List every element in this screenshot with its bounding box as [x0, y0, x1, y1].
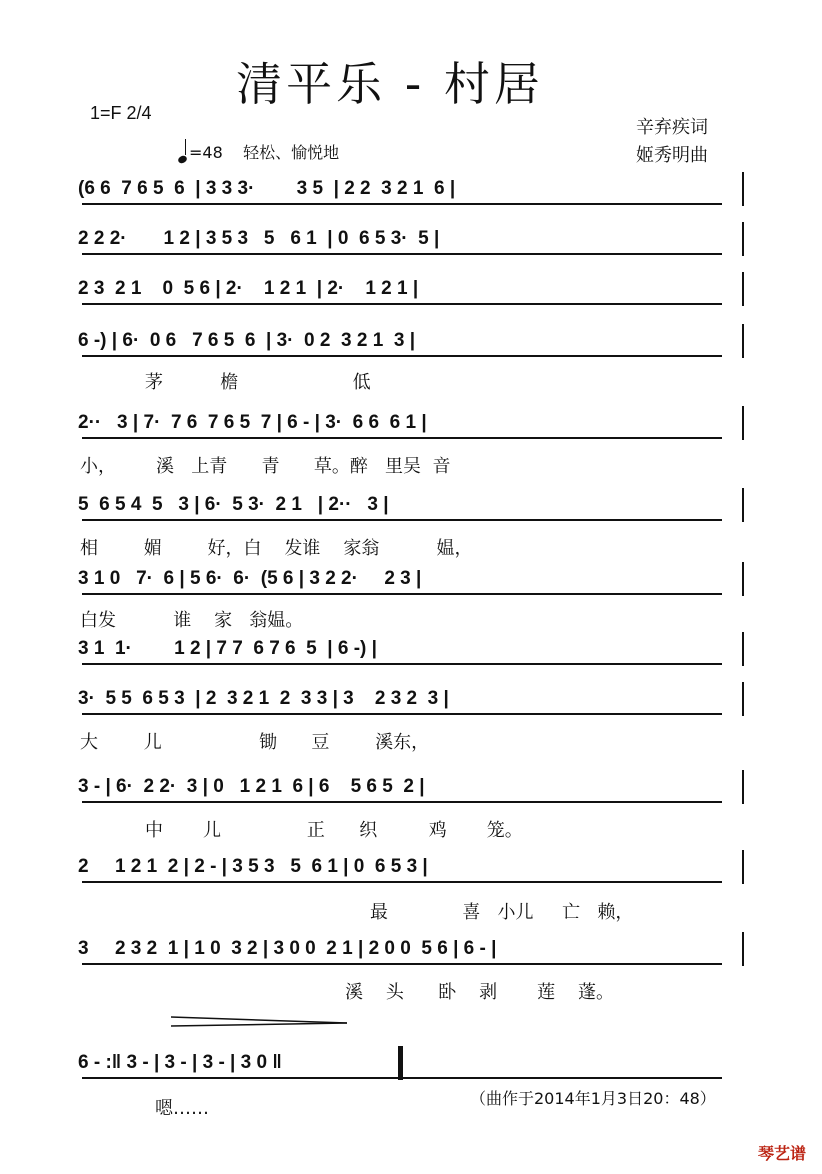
score-title: 清平乐 - 村居	[236, 57, 544, 111]
notation-row: 2 1 2 1 2 | 2 - | 3 5 3 5 6 1 | 0 6 5 3 |	[78, 856, 428, 877]
notation-row: 2 2 2· 1 2 | 3 5 3 5 6 1 | 0 6 5 3· 5 |	[78, 228, 440, 249]
notation-row: 3 1 0 7· 6 | 5 6· 6· (5 6 | 3 2 2· 2 3 |	[78, 568, 422, 589]
rhythm-underline	[82, 801, 722, 803]
composition-date-note: （曲作于2014年1月3日20：48）	[470, 1089, 716, 1108]
lyrics-line: 中 儿 正 织 鸡 笼。	[145, 820, 523, 841]
quarter-note-icon	[177, 154, 188, 164]
lyrics-line: 白发 谁 家 翁媪。	[80, 610, 304, 631]
notation-row: 5 6 5 4 5 3 | 6· 5 3· 2 1 | 2·· 3 |	[78, 494, 389, 515]
notation-row: 2·· 3 | 7· 7 6 7 6 5 7 | 6 - | 3· 6 6 6 1 |	[78, 412, 427, 433]
composer-credit: 姬秀明曲	[636, 145, 708, 166]
notation-row: 6 -) | 6· 0 6 7 6 5 6 | 3· 0 2 3 2 1 3 |	[78, 330, 416, 351]
tempo-value: =48	[189, 143, 223, 162]
bar-line	[742, 324, 744, 358]
lyrics-line: 嗯……	[155, 1098, 209, 1119]
lyrics-line: 茅 檐 低	[145, 372, 371, 393]
rhythm-underline	[82, 593, 722, 595]
bar-line	[742, 406, 744, 440]
crescendo-mark	[171, 1015, 347, 1027]
lyrics-line: 小， 溪 上青 青 草。醉 里吴 音	[80, 456, 451, 477]
rhythm-underline	[82, 355, 722, 357]
bar-line	[742, 222, 744, 256]
lyricist-credit: 辛弃疾词	[636, 117, 708, 138]
rhythm-underline	[82, 253, 722, 255]
tempo-marking	[178, 140, 339, 163]
expression-text: 轻松、愉悦地	[243, 143, 340, 162]
rhythm-underline	[82, 519, 722, 521]
bar-line	[742, 488, 744, 522]
notation-row: 3 - | 6· 2 2· 3 | 0 1 2 1 6 | 6 5 6 5 2 |	[78, 776, 425, 797]
lyrics-line: 大 儿 锄 豆 溪东，	[80, 732, 430, 753]
lyrics-line: 最 喜 小儿 亡 赖，	[370, 902, 634, 923]
rhythm-underline	[82, 881, 722, 883]
bar-line	[742, 272, 744, 306]
rhythm-underline	[82, 203, 722, 205]
key-signature: 1=F 2/4	[90, 103, 152, 123]
notation-row: 2 3 2 1 0 5 6 | 2· 1 2 1 | 2· 1 2 1 |	[78, 278, 419, 299]
rhythm-underline	[82, 963, 722, 965]
final-barline	[398, 1046, 403, 1080]
bar-line	[742, 562, 744, 596]
bar-line	[742, 932, 744, 966]
notation-row: 3· 5 5 6 5 3 | 2 3 2 1 2 3 3 | 3 2 3 2 3 |	[78, 688, 449, 709]
notation-row: 3 1 1· 1 2 | 7 7 6 7 6 5 | 6 -) |	[78, 638, 377, 659]
bar-line	[742, 632, 744, 666]
site-logo: 琴艺谱	[757, 1144, 806, 1163]
bar-line	[742, 172, 744, 206]
notation-row: (6 6 7 6 5 6 | 3 3 3· 3 5 | 2 2 3 2 1 6 |	[78, 178, 456, 199]
notation-row: 6 - :‖ 3 - | 3 - | 3 - | 3 0 ‖	[78, 1052, 282, 1073]
lyrics-line: 相 媚 好，白 发谁 家翁 媪，	[80, 538, 473, 559]
rhythm-underline	[82, 713, 722, 715]
bar-line	[742, 770, 744, 804]
bar-line	[742, 850, 744, 884]
rhythm-underline	[82, 663, 722, 665]
rhythm-underline	[82, 303, 722, 305]
notation-row: 3 2 3 2 1 | 1 0 3 2 | 3 0 0 2 1 | 2 0 0 5 6 | 6 - |	[78, 938, 497, 959]
rhythm-underline	[82, 437, 722, 439]
bar-line	[742, 682, 744, 716]
lyrics-line: 溪 头 卧 剥 莲 蓬。	[345, 982, 615, 1003]
